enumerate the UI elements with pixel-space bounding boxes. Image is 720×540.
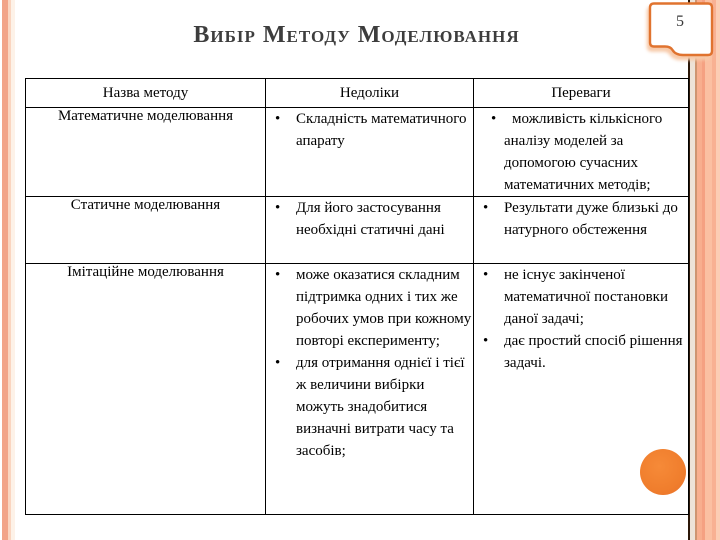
- bullet-item: • для отримання однієї і тієї ж величини вибірки можуть знадобитися визначні витрати часу та засобів;: [266, 352, 473, 462]
- accent-circle-decoration: [640, 449, 686, 495]
- method-name: Математичне моделювання: [26, 108, 266, 197]
- page-number: 5: [676, 13, 684, 30]
- bullet-item: • Складність математичного апарату: [266, 108, 473, 152]
- bullet-item: • дає простий спосіб рішення задачі.: [474, 330, 688, 374]
- method-name: Статичне моделювання: [26, 197, 266, 264]
- header-method: Назва методу: [26, 79, 266, 108]
- right-edge-stripes: [686, 0, 720, 540]
- table-header-row: [26, 79, 689, 108]
- bookmark-tab-icon: [648, 2, 714, 60]
- disadvantages-cell: [266, 108, 474, 197]
- header-disadvantages: Недоліки: [266, 79, 474, 108]
- header-advantages: Переваги: [474, 79, 689, 108]
- bullet-item: • може оказатися складним підтримка одних і тих же робочих умов при кожному повторі експерименту;: [266, 264, 473, 352]
- methods-table: [25, 78, 689, 515]
- disadvantages-cell: [266, 197, 474, 264]
- table-row-static: [26, 197, 689, 264]
- bullet-item: • можливість кількісного аналізу моделей за допомогою сучасних математичних методів;: [474, 108, 688, 196]
- advantages-cell: [474, 108, 689, 197]
- left-edge-stripes: [0, 0, 16, 540]
- slide-title: Вибір Методу Моделювання: [193, 22, 520, 48]
- bullet-item: • не існує закінченої математичної постановки даної задачі;: [474, 264, 688, 330]
- page-number-tab: [648, 2, 714, 62]
- bullet-item: • Для його застосування необхідні статичні дані: [266, 197, 473, 241]
- method-name: Імітаційне моделювання: [26, 264, 266, 515]
- bullet-item: • Результати дуже близькі до натурного обстеження: [474, 197, 688, 241]
- advantages-cell: [474, 197, 689, 264]
- table-row-mathematical: [26, 108, 689, 197]
- disadvantages-cell: [266, 264, 474, 515]
- table-row-simulation: [26, 264, 689, 515]
